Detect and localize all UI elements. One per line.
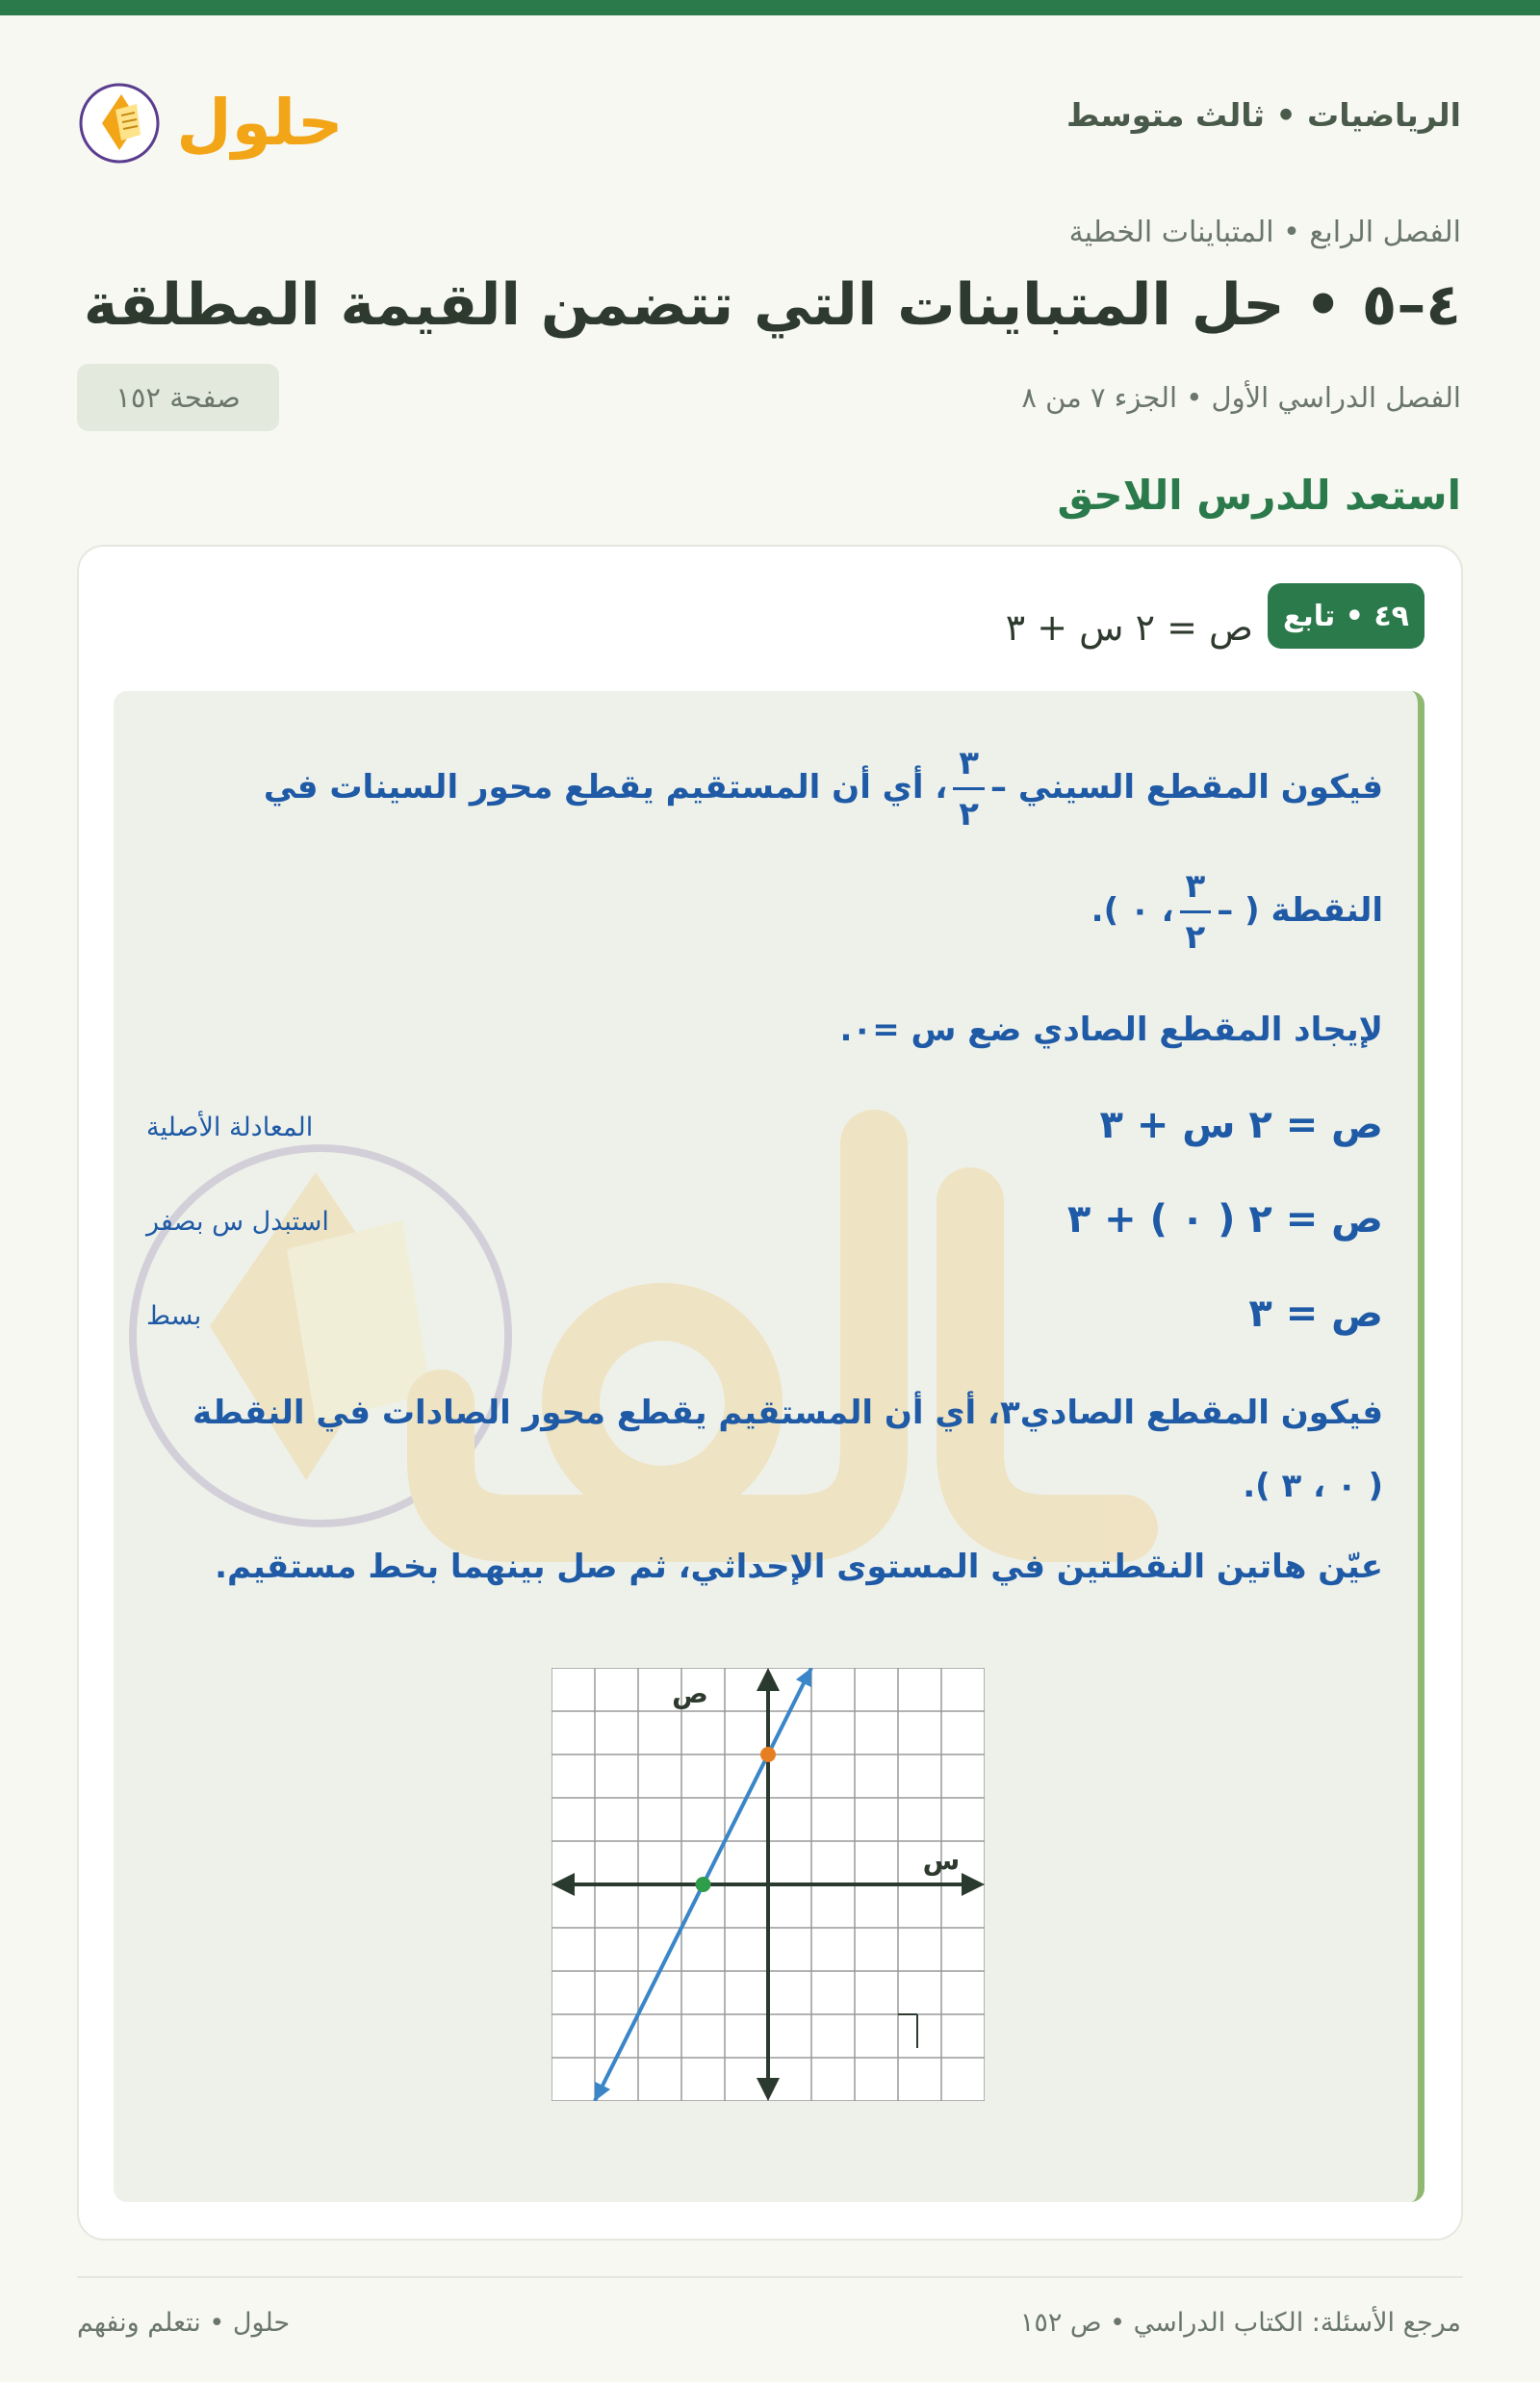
equation-step-3: ص = ٣ (1248, 1292, 1383, 1336)
solution-line-1 (264, 739, 1383, 838)
subject-label: الرياضيات • ثالث متوسط (1066, 96, 1461, 134)
hulul-logo[interactable] (77, 62, 346, 177)
footer-brand: حلول • نتعلم ونفهم (77, 2308, 291, 2338)
y-axis-label: ص (672, 1678, 708, 1709)
x-axis-crossing-text: ، أي أن المستقيم يقطع محور السينات في (263, 768, 948, 807)
equation-note-2: استبدل س بصفر (146, 1207, 329, 1237)
x-intercept-point (696, 1877, 711, 1892)
equation-step-2: ص = ٢ ( ٠ ) + ٣ (1066, 1197, 1383, 1242)
question-card (77, 545, 1463, 2241)
solution-line-2 (1091, 862, 1383, 961)
coordinate-graph (552, 1668, 985, 2101)
page-number-badge: صفحة ١٥٢ (77, 364, 279, 431)
equation-step-1: ص = ٢ س + ٣ (1099, 1103, 1383, 1147)
chapter-label: الفصل الرابع • المتباينات الخطية (1068, 216, 1461, 249)
point-text-end: ، ٠ ). (1091, 891, 1174, 930)
watermark-logo (123, 1086, 1182, 1586)
fraction (953, 739, 985, 838)
fraction-numerator: ٣ (953, 739, 985, 790)
question-text: ص = ٢ س + ٣ (1005, 606, 1253, 649)
solution-line-5: ( ٠ ، ٣ ). (1243, 1467, 1383, 1505)
equation-note-1: المعادلة الأصلية (146, 1113, 314, 1142)
fraction-denominator: ٢ (959, 795, 980, 833)
fraction-denominator: ٢ (1185, 918, 1206, 957)
top-accent-bar (0, 0, 1540, 15)
fraction (1180, 862, 1212, 961)
solution-line-6: عيّن هاتين النقطتين في المستوى الإحداثي، ثم صل بينهما بخط مستقيم. (215, 1548, 1383, 1586)
equation-note-3: بسط (146, 1301, 202, 1331)
solution-line-3: لإيجاد المقطع الصادي ضع س =٠. (839, 1011, 1383, 1049)
y-intercept-point (760, 1747, 776, 1762)
point-text-start: النقطة ( – (1217, 891, 1383, 930)
page-title: ٤–٥ • حل المتباينات التي تتضمن القيمة المطلقة (83, 271, 1461, 339)
footer-reference: مرجع الأسئلة: الكتاب الدراسي • ص ١٥٢ (1019, 2308, 1461, 2338)
footer-divider (77, 2276, 1463, 2278)
logo-text: حلول (176, 86, 344, 160)
solution-panel (114, 691, 1424, 2202)
x-intercept-text: فيكون المقطع السيني – (990, 768, 1383, 807)
fraction-numerator: ٣ (1180, 862, 1212, 913)
x-axis-label: س (922, 1844, 961, 1877)
question-number-badge: ٤٩ • تابع (1268, 583, 1424, 649)
solution-line-4: فيكون المقطع الصادي٣، أي أن المستقيم يقطع محور الصادات في النقطة (192, 1394, 1383, 1432)
semester-label: الفصل الدراسي الأول • الجزء ٧ من ٨ (1021, 381, 1461, 414)
section-title: استعد للدرس اللاحق (1057, 472, 1461, 519)
